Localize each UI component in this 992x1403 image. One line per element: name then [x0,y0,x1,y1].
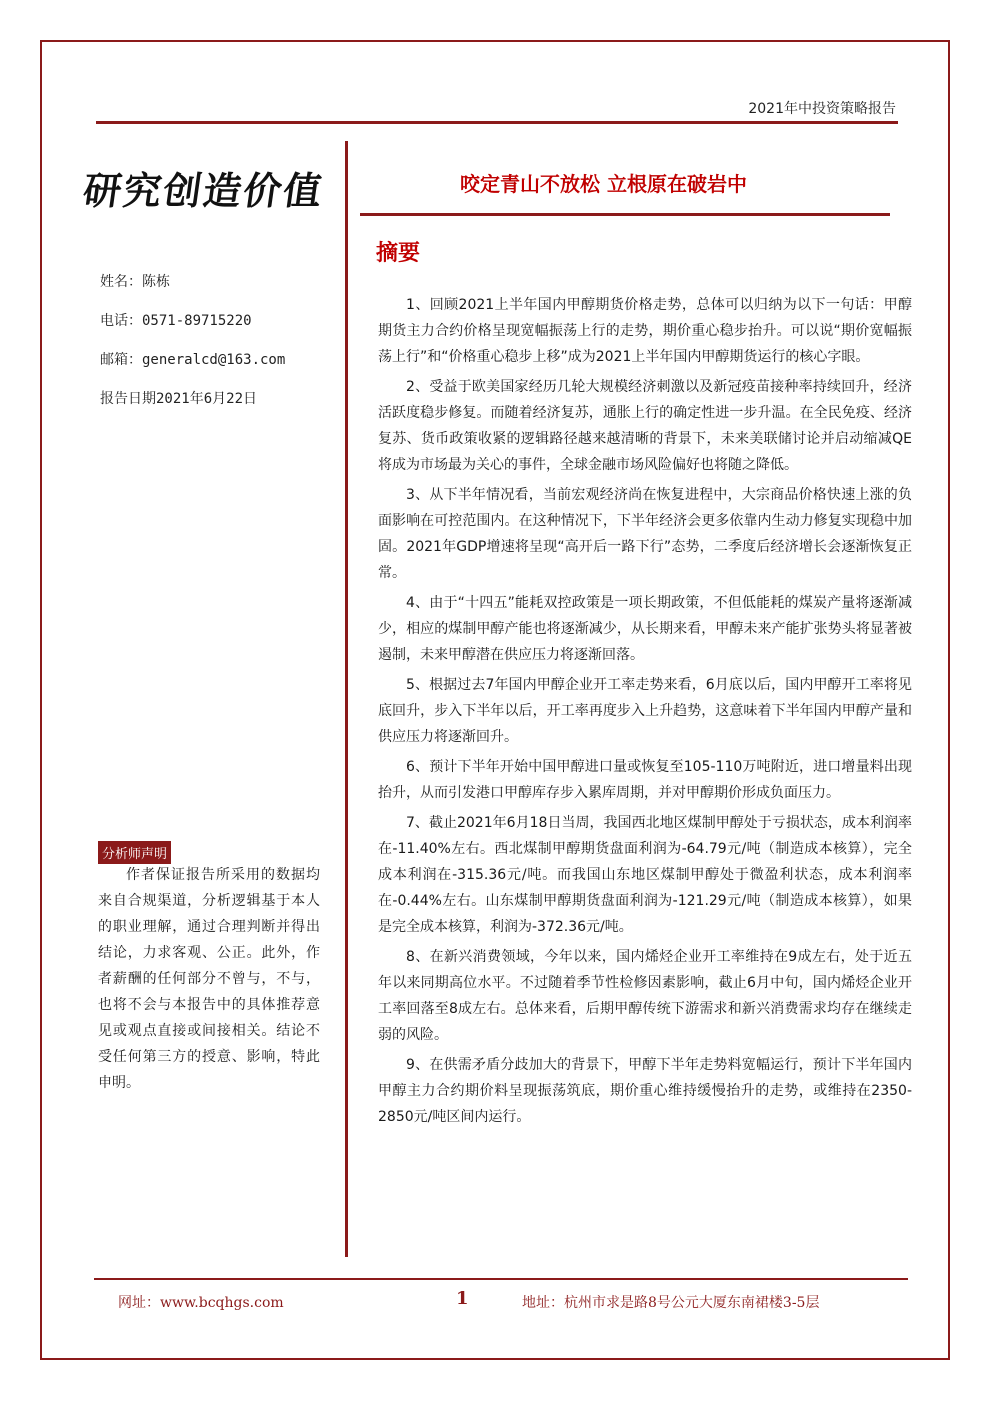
page-number: 1 [456,1288,469,1309]
paragraph: 5、根据过去7年国内甲醇企业开工率走势来看，6月底以后，国内甲醇开工率将见底回升，步入下半年以后，开工率再度步入上升趋势，这意味着下半年国内甲醇产量和供应压力将逐渐回升。 [378,677,912,745]
paragraph: 9、在供需矛盾分歧加大的背景下，甲醇下半年走势料宽幅运行，预计下半年国内甲醇主力合约期价料呈现振荡筑底，期价重心维持缓慢抬升的走势，或维持在2350-2850元/吨区间内运行。 [378,1057,912,1125]
paragraph: 4、由于“十四五”能耗双控政策是一项长期政策，不但低能耗的煤炭产量将逐渐减少，相应的煤制甲醇产能也将逐渐减少，从长期来看，甲醇未来产能扩张势头将显著被遏制，未来甲醇潜在供应压力将逐渐回落。 [378,595,912,663]
paragraph: 2、受益于欧美国家经历几轮大规模经济刺激以及新冠疫苗接种率持续回升，经济活跃度稳步修复。而随着经济复苏，通胀上行的确定性进一步升温。在全民免疫、经济复苏、货币政策收紧的逻辑路径越来越清晰的背景下，未来美联储讨论并启动缩减QE将成为市场最为关心的事件，全球金融市场风险偏好也将随之降低。 [378,379,912,473]
column-divider [345,141,348,1257]
title-divider [360,213,890,216]
footer-divider [94,1278,908,1280]
abstract-body [378,292,912,1134]
paragraph: 8、在新兴消费领域，今年以来，国内烯烃企业开工率维持在9成左右，处于近五年以来同期高位水平。不过随着季节性检修因素影响，截止6月中旬，国内烯烃企业开工率回落至8成左右。总体来看，后期甲醇传统下游需求和新兴消费需求均存在继续走弱的风险。 [378,949,912,1043]
brand-slogan: 研究创造价值 [80,168,327,213]
header-divider [96,121,898,124]
paragraph: 3、从下半年情况看，当前宏观经济尚在恢复进程中，大宗商品价格快速上涨的负面影响在可控范围内。在这种情况下，下半年经济会更多依靠内生动力修复实现稳中加固。2021年GDP增速将呈现“高开后一路下行”态势，二季度后经济增长会逐渐恢复正常。 [378,487,912,581]
declaration-text: 作者保证报告所采用的数据均来自合规渠道，分析逻辑基于本人的职业理解，通过合理判断并得出结论，力求客观、公正。此外，作者薪酬的任何部分不曾与，不与，也将不会与本报告中的具体推荐意见或观点直接或间接相关。结论不受任何第三方的授意、影响，特此申明。 [98,867,320,1091]
author-phone: 电话：0571-89715220 [100,313,252,329]
paragraph: 1、回顾2021上半年国内甲醇期货价格走势，总体可以归纳为以下一句话：甲醇期货主力合约价格呈现宽幅振荡上行的走势，期价重心稳步抬升。可以说“期价宽幅振荡上行”和“价格重心稳步上移”成为2021上半年国内甲醇期货运行的核心字眼。 [378,297,912,365]
author-email: 邮箱：generalcd@163.com [100,352,286,368]
declaration-label: 分析师声明 [98,841,171,864]
author-name: 姓名：陈栋 [100,274,170,290]
paragraph: 7、截止2021年6月18日当周，我国西北地区煤制甲醇处于亏损状态，成本利润率在-11.40%左右。西北煤制甲醇期货盘面利润为-64.79元/吨（制造成本核算），完全成本利润在-315.36元/吨。而我国山东地区煤制甲醇处于微盈利状态，成本利润率在-0.44%左右。山东煤制甲醇期货盘面利润为-121.29元/吨（制造成本核算），如果是完全成本核算，利润为-372.36元/吨。 [378,815,912,935]
document-title: 咬定青山不放松 立根原在破岩中 [460,172,747,196]
report-header-title: 2021年中投资策略报告 [748,101,896,117]
paragraph: 6、预计下半年开始中国甲醇进口量或恢复至105-110万吨附近，进口增量料出现抬升，从而引发港口甲醇库存步入累库周期，并对甲醇期价形成负面压力。 [378,759,912,801]
abstract-heading: 摘要 [376,241,421,266]
footer-website: 网址：www.bcqhgs.com [118,1295,284,1311]
report-date: 报告日期2021年6月22日 [100,391,258,407]
footer-address: 地址：杭州市求是路8号公元大厦东南裙楼3-5层 [522,1295,820,1311]
